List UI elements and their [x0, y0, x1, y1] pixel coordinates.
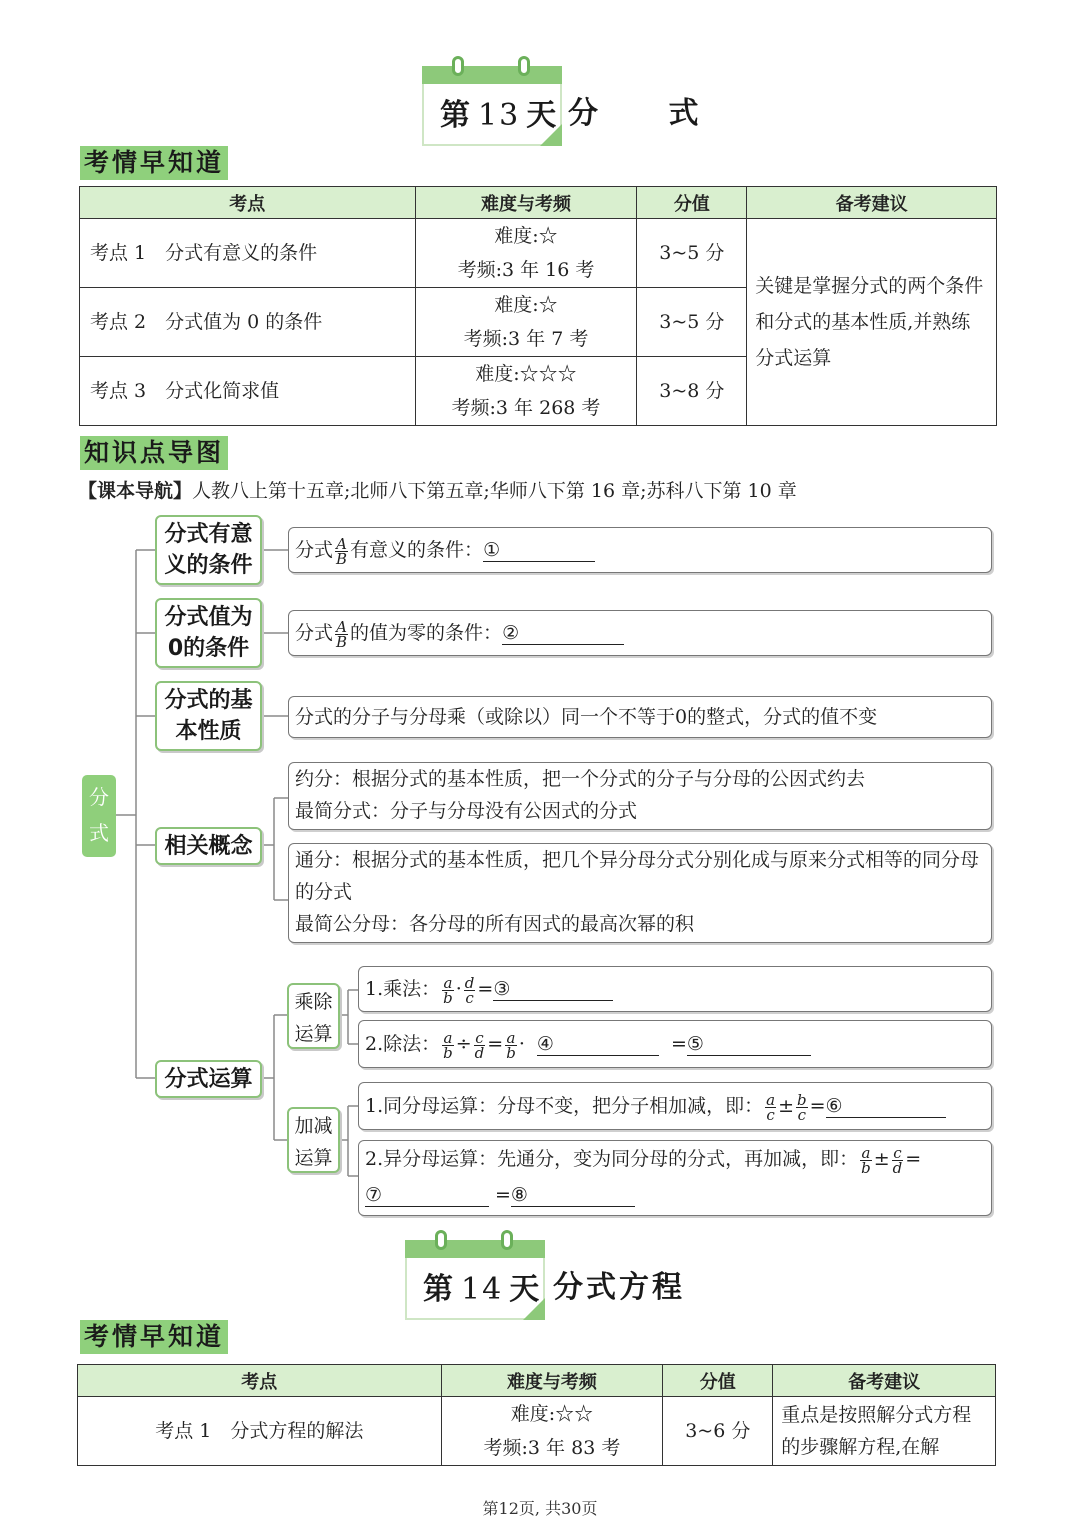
- leaf-meaningful-condition: 分式 $\frac{A}{B}$ 有意义的条件：①: [288, 527, 992, 573]
- table-header: 分值: [663, 1365, 773, 1397]
- table-header: 备考建议: [773, 1365, 996, 1397]
- day14-title: 分式方程: [553, 1270, 685, 1305]
- blank-3[interactable]: ③: [493, 978, 613, 1001]
- table-cell-point: 考点 2 分式值为 0 的条件: [80, 288, 416, 357]
- blank-1[interactable]: ①: [483, 539, 595, 562]
- blank-4[interactable]: ④: [537, 1033, 659, 1056]
- fraction: $\frac{A}{B}$: [336, 534, 348, 568]
- table-header: 考点: [78, 1365, 442, 1397]
- category-related-concepts: 相关概念: [155, 827, 262, 865]
- table-cell-score: 3~6 分: [663, 1397, 773, 1466]
- table-cell-difficulty: 难度:☆☆☆ 考频:3 年 268 考: [415, 357, 637, 426]
- table-header: 分值: [637, 187, 747, 219]
- blank-6[interactable]: ⑥: [826, 1095, 946, 1118]
- leaf-division: 2.除法： $\frac{a}{b}$ ÷ $\frac{c}{d}$ = $\frac{a}{b}$ · ④ =⑤: [358, 1020, 992, 1068]
- table-cell-point: 考点 3 分式化简求值: [80, 357, 416, 426]
- blank-2[interactable]: ②: [502, 622, 624, 645]
- table-cell-score: 3~5 分: [637, 288, 747, 357]
- table-cell-score: 3~8 分: [637, 357, 747, 426]
- leaf-diff-denominator: 2.异分母运算：先通分，变为同分母的分式，再加减，即： $\frac{a}{b}$ ± $\frac{c}{d}$ = ⑦ =⑧: [358, 1140, 992, 1216]
- leaf-common-denominator: 通分：根据分式的基本性质，把几个异分母分式分别化成与原来分式相等的同分母的分式 最简公分母：各分母的所有因式的最高次幂的积: [288, 843, 992, 943]
- section-mind-map: 知识点导图: [80, 436, 228, 470]
- blank-8[interactable]: ⑧: [511, 1184, 635, 1207]
- day13-label: 第 13 天: [440, 98, 559, 133]
- table-cell-difficulty: 难度:☆☆ 考频:3 年 83 考: [441, 1397, 663, 1466]
- calendar-icon: [405, 1240, 545, 1320]
- table-cell-point: 考点 1 分式方程的解法: [78, 1397, 442, 1466]
- table-cell-score: 3~5 分: [637, 219, 747, 288]
- blank-5[interactable]: ⑤: [687, 1033, 811, 1056]
- exam-table-day14: [77, 1364, 996, 1466]
- fraction: $\frac{A}{B}$: [336, 617, 348, 651]
- leaf-basic-property: 分式的分子与分母乘（或除以）同一个不等于0的整式，分式的值不变: [288, 696, 992, 738]
- sub-mul-div: 乘除 运算: [287, 983, 340, 1049]
- table-header: 难度与考频: [415, 187, 637, 219]
- category-meaningful-condition: 分式有意 义的条件: [155, 515, 262, 585]
- table-cell-difficulty: 难度:☆ 考频:3 年 16 考: [415, 219, 637, 288]
- blank-7[interactable]: ⑦: [365, 1184, 489, 1207]
- leaf-same-denominator: 1.同分母运算：分母不变，把分子相加减，即： $\frac{a}{c}$ ± $\frac{b}{c}$ =⑥: [358, 1082, 992, 1130]
- table-cell-difficulty: 难度:☆ 考频:3 年 7 考: [415, 288, 637, 357]
- leaf-multiplication: 1.乘法： $\frac{a}{b}$ · $\frac{d}{c}$ =③: [358, 966, 992, 1012]
- section-exam-info: 考情早知道: [80, 146, 228, 180]
- category-zero-condition: 分式值为 0的条件: [155, 598, 262, 668]
- category-basic-property: 分式的基 本性质: [155, 681, 262, 751]
- page-footer: 第12页, 共30页: [482, 1499, 598, 1518]
- day13-title: 分 式: [568, 96, 729, 131]
- table-header: 考点: [80, 187, 416, 219]
- category-operations: 分式运算: [155, 1060, 262, 1098]
- day14-banner: [405, 1240, 685, 1324]
- table-cell-point: 考点 1 分式有意义的条件: [80, 219, 416, 288]
- day14-label: 第 14 天: [423, 1272, 542, 1307]
- sub-add-sub: 加减 运算: [287, 1107, 340, 1173]
- table-cell-advice: 关键是掌握分式的两个条件和分式的基本性质,并熟练分式运算: [747, 219, 997, 426]
- leaf-reduction: 约分：根据分式的基本性质，把一个分式的分子与分母的公因式约去 最简分式：分子与分母没有公因式的分式: [288, 762, 992, 830]
- leaf-zero-condition: 分式 $\frac{A}{B}$ 的值为零的条件：②: [288, 610, 992, 656]
- table-header: 备考建议: [747, 187, 997, 219]
- textbook-nav: 【课本导航】人教八上第十五章;北师八下第五章;华师八下第 16 章;苏科八下第 10 章: [78, 480, 797, 502]
- table-header: 难度与考频: [441, 1365, 663, 1397]
- mind-map-root: 分 式: [82, 775, 116, 857]
- section-exam-info-day14: 考情早知道: [80, 1320, 228, 1354]
- table-cell-advice: 重点是按照解分式方程的步骤解方程,在解: [773, 1397, 996, 1466]
